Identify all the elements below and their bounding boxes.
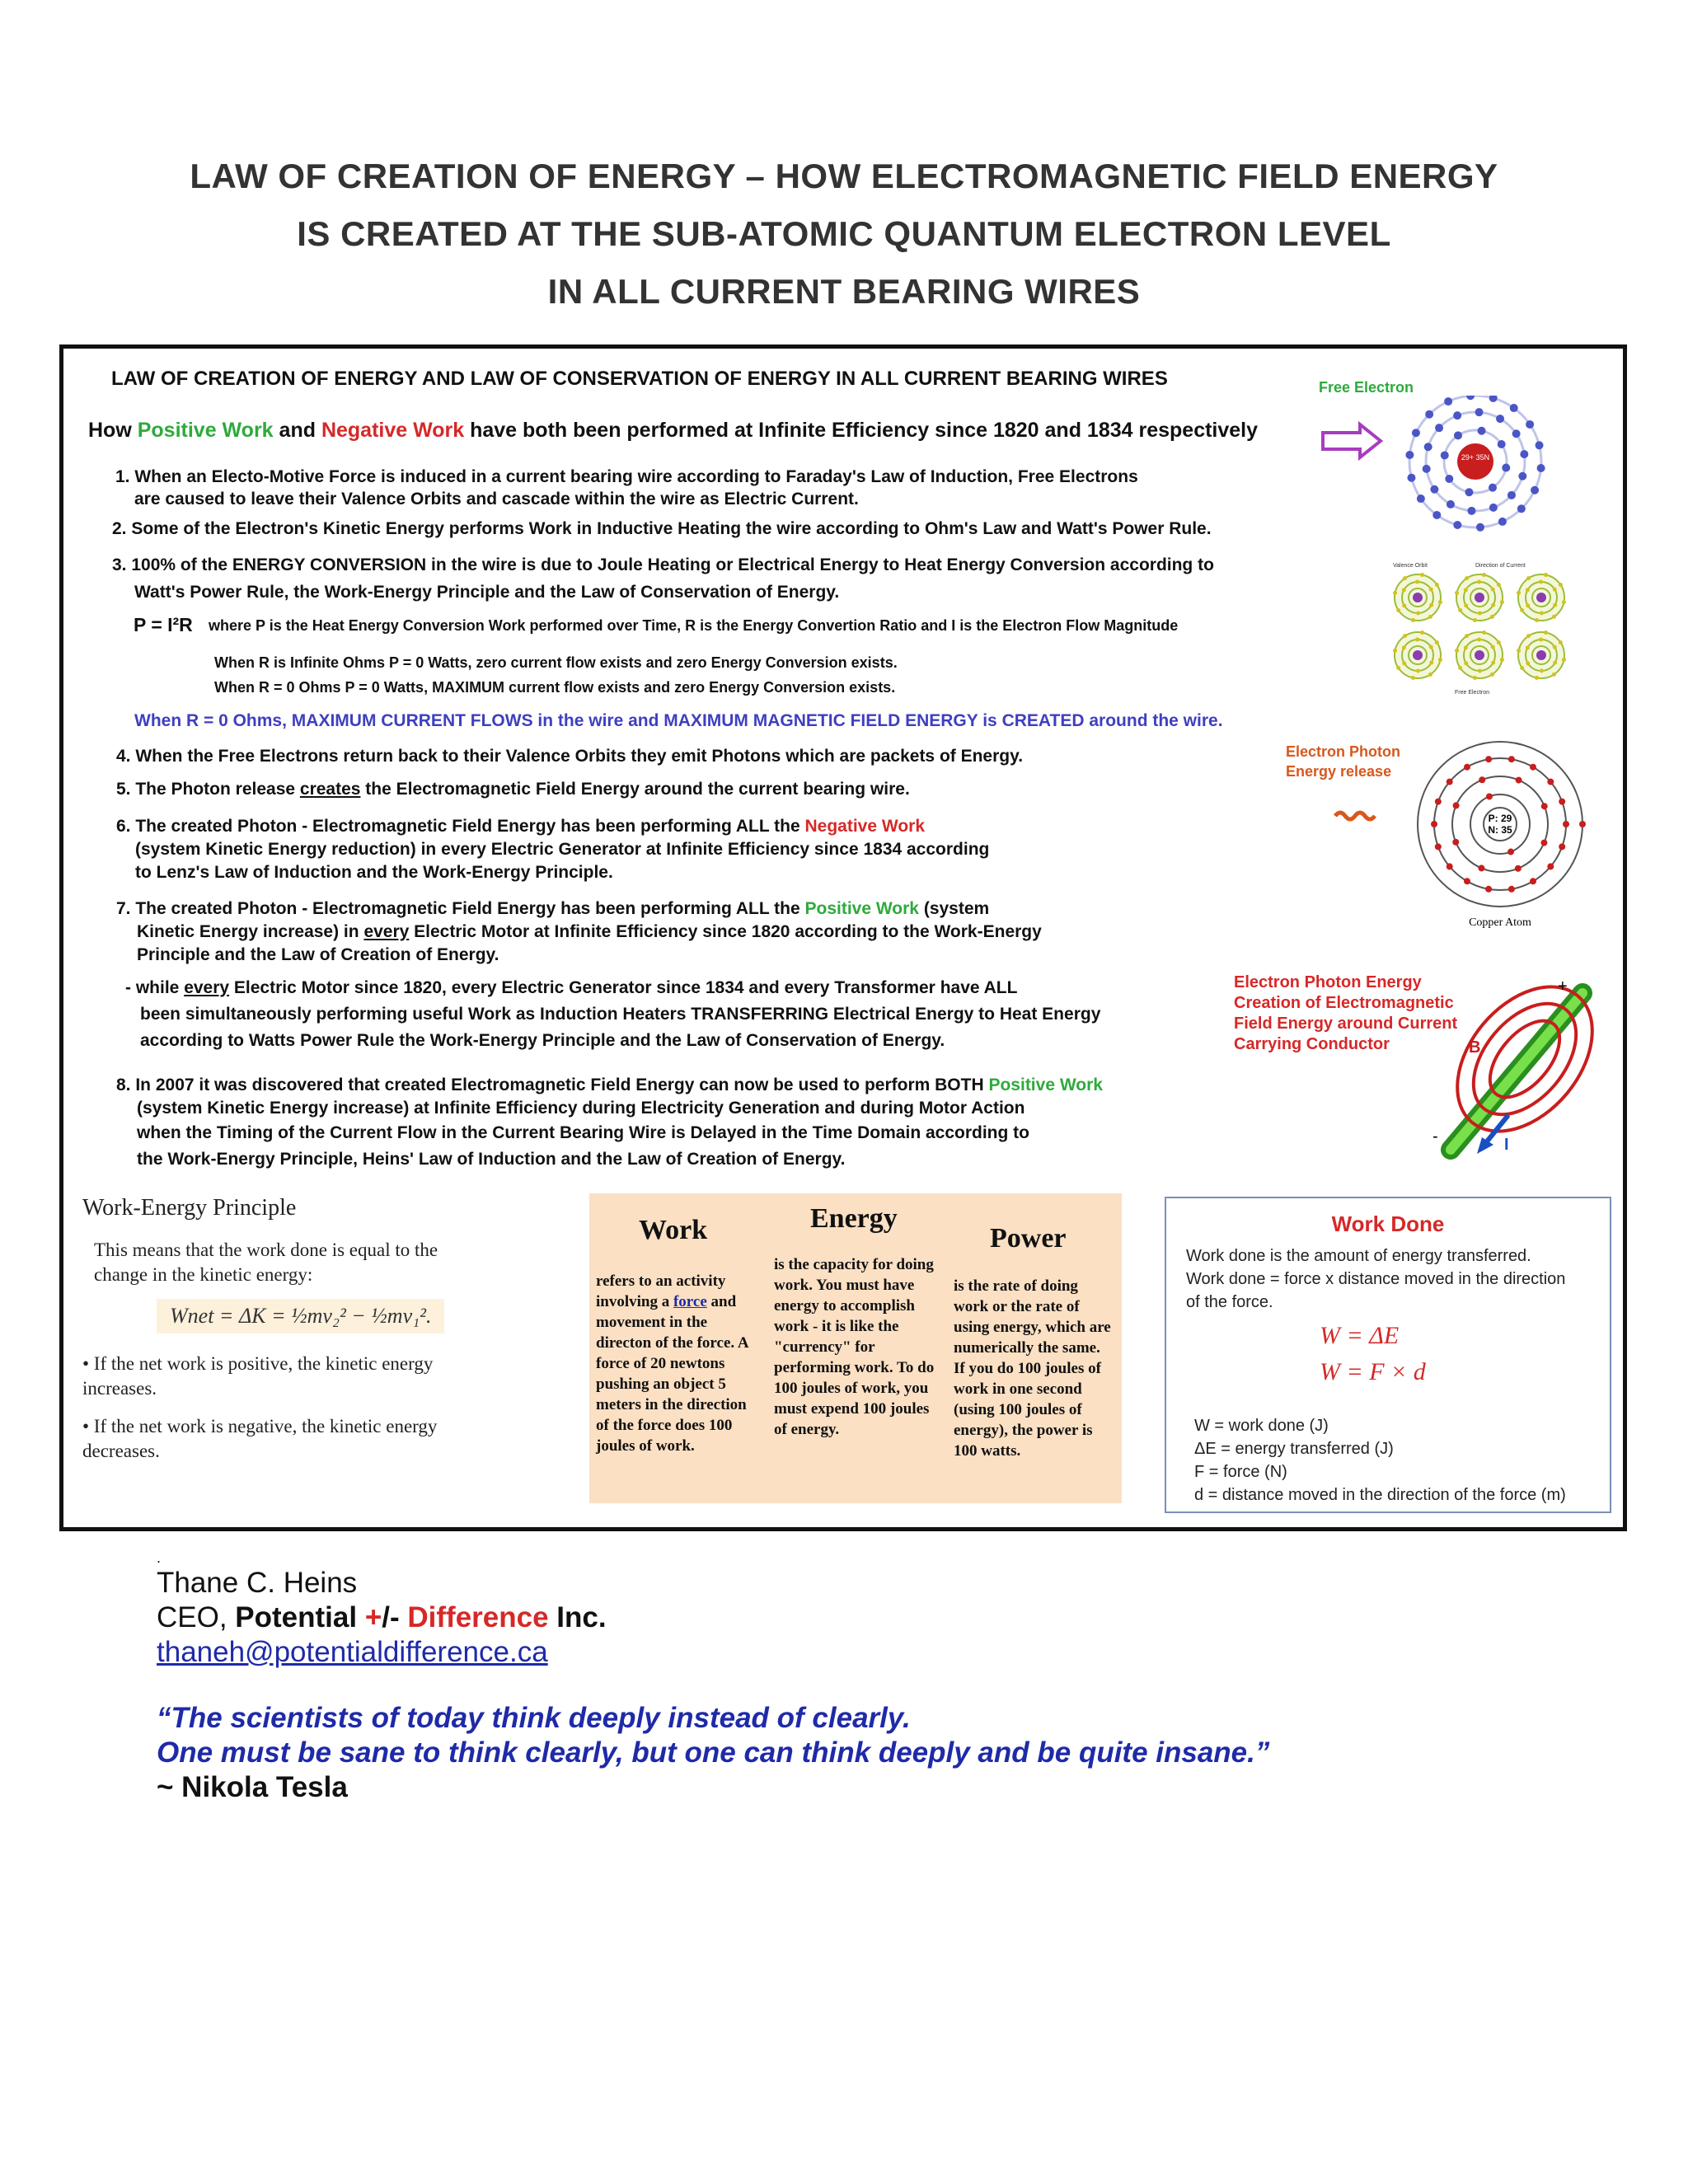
negative-bullet-line2: decreases.: [82, 1441, 160, 1461]
work-energy-line1: This means that the work done is equal to the: [94, 1240, 438, 1260]
copper-atom-label: Copper Atom: [1469, 916, 1531, 929]
electron-dot: [1526, 588, 1530, 592]
item-4: 4. When the Free Electrons return back to their Valence Orbits they emit Photons which are packets of Energy.: [116, 747, 1024, 766]
electron-dot: [1526, 603, 1530, 607]
electron-dot: [1485, 886, 1492, 893]
condition-zero: When R = 0 Ohms P = 0 Watts, MAXIMUM current flow exists and zero Energy Conversion exists.: [214, 679, 896, 696]
electron-dot: [1540, 668, 1544, 673]
electron-dot: [1496, 415, 1504, 423]
while-text: Electric Motor since 1820, every Electric Generator since 1834 and every Transformer have ALL: [229, 978, 1018, 997]
power-heading: Power: [990, 1223, 1067, 1254]
electron-dot: [1429, 603, 1433, 607]
item-2: 2. Some of the Electron's Kinetic Energy performs Work in Inductive Heating the wire according to Ohm's Law and Watt's Power Rule.: [112, 519, 1212, 538]
electron-dot: [1491, 645, 1495, 649]
electron-dot: [1412, 429, 1420, 437]
work-force-distance-formula: W = F × d: [1320, 1358, 1426, 1385]
item-8-text: 8. In 2007 it was discovered that created Electromagnetic Field Energy can now be used to perform BOTH: [116, 1076, 989, 1094]
electron-dot: [1411, 676, 1415, 680]
subheading-text: How: [88, 419, 138, 442]
electron-dot: [1478, 611, 1482, 615]
item-7-underlined: every: [363, 922, 410, 941]
company-slash: /-: [382, 1601, 408, 1633]
condition-infinite: When R is Infinite Ohms P = 0 Watts, zero current flow exists and zero Energy Conversion exists.: [214, 654, 898, 671]
email-link[interactable]: thaneh@potentialdifference.ca: [157, 1636, 548, 1668]
main-title-line1: LAW OF CREATION OF ENERGY – HOW ELECTROMAGNETIC FIELD ENERGY: [190, 157, 1498, 195]
electron-dot: [1466, 396, 1475, 400]
item-1-line1: 1. When an Electo-Motive Force is induced in a current bearing wire according to Faraday's Law of Induction, Free Electrons: [115, 467, 1138, 486]
electron-dot: [1544, 573, 1548, 577]
electron-dot: [1429, 588, 1433, 592]
electron-dot: [1415, 638, 1419, 642]
electron-dot: [1531, 486, 1539, 494]
work-done-title: Work Done: [1331, 1212, 1445, 1236]
electron-dot: [1553, 603, 1557, 607]
negative-work-label: Negative Work: [804, 817, 925, 836]
electron-dot: [1455, 591, 1459, 595]
work-done-box: [1165, 1197, 1611, 1513]
electron-dot: [1518, 472, 1526, 480]
electron-dot: [1482, 630, 1486, 635]
while-line1: [125, 976, 1017, 1000]
subheading-text: have both been performed at Infinite Efficiency since 1820 and 1834 respectively: [464, 419, 1259, 442]
electron-dot: [1478, 427, 1486, 435]
positive-work-label: Positive Work: [988, 1076, 1103, 1094]
item-7-text: (system: [919, 899, 990, 918]
electron-dot: [1547, 779, 1554, 785]
electron-dot: [1438, 658, 1442, 662]
electron-dot: [1453, 411, 1461, 419]
power-formula: P = I²R: [134, 614, 193, 635]
valence-orbit-diagram: [1385, 560, 1574, 701]
company-inc: Inc.: [548, 1601, 607, 1633]
valence-orbit-label: Valence Orbit: [1393, 563, 1428, 569]
electron-dot: [1444, 397, 1452, 405]
electron-dot: [1435, 583, 1439, 587]
electron-dot: [1438, 600, 1442, 604]
electron-dot: [1489, 504, 1498, 512]
electron-dot: [1510, 404, 1518, 412]
electron-dot: [1559, 640, 1563, 644]
item-7-line2: [137, 920, 1042, 944]
electron-dot: [1512, 429, 1521, 438]
nucleus-label: 29+ 35N: [1461, 453, 1490, 462]
electron-dot: [1464, 645, 1468, 649]
company-difference: Difference: [407, 1601, 549, 1633]
company-plus: +: [364, 1601, 382, 1633]
item-8-line2: (system Kinetic Energy increase) at Infinite Efficiency during Electricity Generation and during Motor Action: [137, 1099, 1025, 1118]
electron-dot: [1452, 839, 1459, 846]
work-description: [596, 1271, 761, 1456]
item-6-text: 6. The created Photon - Electromagnetic Field Energy has been performing ALL the: [116, 817, 805, 836]
electron-dot: [1475, 408, 1484, 416]
electron-dot: [1402, 645, 1406, 649]
electron-dot: [1526, 645, 1530, 649]
negative-work-label: Negative Work: [321, 419, 465, 442]
electron-dot: [1515, 865, 1522, 872]
work-done-line1: Work done is the amount of energy transferred.: [1186, 1247, 1531, 1265]
copper-nucleus-protons: P: 29: [1488, 813, 1512, 824]
electron-dot: [1402, 588, 1406, 592]
work-energy-formula: W = ΔE: [1320, 1322, 1400, 1349]
electron-dot: [1467, 507, 1475, 515]
work-energy-line2: change in the kinetic energy:: [94, 1264, 313, 1285]
electron-dot: [1435, 640, 1439, 644]
electron-dot: [1430, 485, 1438, 494]
electron-dot: [1536, 441, 1544, 449]
electron-dot: [1559, 583, 1563, 587]
electron-dot: [1479, 776, 1485, 783]
while-line2: been simultaneously performing useful Work as Induction Heaters TRANSFERRING Electrical Energy to Heat Energy: [140, 1005, 1101, 1024]
electron-dot: [1526, 634, 1531, 638]
electron-dot: [1402, 661, 1406, 665]
work-energy-power-panel: [589, 1193, 1122, 1503]
electron-dot: [1530, 764, 1536, 771]
electron-dot: [1464, 878, 1470, 884]
electron-dot: [1491, 588, 1495, 592]
while-underlined: every: [184, 978, 230, 997]
electron-dot: [1464, 764, 1470, 771]
electron-dot: [1423, 465, 1431, 473]
definition-work: W = work done (J): [1194, 1417, 1329, 1435]
positive-work-label: Positive Work: [804, 899, 919, 918]
highlight-statement: When R = 0 Ohms, MAXIMUM CURRENT FLOWS in the wire and MAXIMUM MAGNETIC FIELD ENERGY is CREATED around the wire.: [134, 711, 1223, 730]
small-atom-icon: [1517, 630, 1566, 680]
electron-dot: [1396, 666, 1400, 670]
positive-work-label: Positive Work: [137, 419, 274, 442]
electron-dot: [1530, 878, 1536, 884]
electron-dot: [1405, 451, 1414, 459]
electron-dot: [1473, 676, 1477, 680]
electron-dot: [1441, 451, 1449, 459]
author-name: Thane C. Heins: [157, 1567, 358, 1599]
electron-dot: [1458, 666, 1462, 670]
item-5-text: 5. The Photon release: [116, 780, 300, 799]
ceo-label: CEO,: [157, 1601, 236, 1633]
work-energy-title: Work-Energy Principle: [82, 1195, 297, 1221]
small-atom-icon: [1455, 573, 1504, 622]
while-line3: according to Watts Power Rule the Work-Energy Principle and the Law of Conservation of Energy.: [140, 1031, 945, 1050]
electron-dot: [1403, 634, 1407, 638]
electron-dot: [1478, 668, 1482, 673]
electron-dot: [1415, 580, 1419, 584]
electron-dot: [1477, 638, 1481, 642]
poster-heading: LAW OF CREATION OF ENERGY AND LAW OF CONSERVATION OF ENERGY IN ALL CURRENT BEARING WIRES: [111, 368, 1168, 390]
electron-dot: [1393, 649, 1397, 653]
poster-subheading: [88, 419, 1258, 443]
electron-dot: [1517, 504, 1526, 513]
small-atom-icon: [1517, 573, 1566, 622]
signature-block: [157, 1549, 1269, 1805]
electron-dot: [1482, 573, 1486, 577]
electron-dot: [1465, 488, 1473, 496]
item-3-line1: 3. 100% of the ENERGY CONVERSION in the wire is due to Joule Heating or Electrical Energy to Heat Energy Conversion according to: [112, 555, 1214, 574]
kinetic-energy-formula: Wnet = ΔK = ½mv₂² − ½mv₁².: [157, 1299, 444, 1333]
electron-dot: [1508, 886, 1515, 893]
free-electron-small-label: Free Electron: [1455, 690, 1490, 696]
electron-dot: [1420, 573, 1424, 577]
energy-description: is the capacity for doing work. You must have energy to accomplish work - it is like the "currency" for performing work. To do 100 joules of work, you must expend 100 joules of energy.: [774, 1256, 935, 1438]
electron-dot: [1507, 491, 1516, 499]
electron-dot: [1429, 645, 1433, 649]
company-line: [157, 1601, 1269, 1635]
item-8-line3: when the Timing of the Current Flow in the Current Bearing Wire is Delayed in the Time Domain according to: [137, 1123, 1029, 1142]
work-done-line3: of the force.: [1186, 1293, 1273, 1311]
photon-release-line2: Energy release: [1286, 763, 1392, 780]
electron-dot: [1553, 645, 1557, 649]
electron-dot: [1455, 649, 1459, 653]
electron-dot: [1417, 494, 1425, 503]
electron-dot: [1458, 608, 1462, 612]
electron-dot: [1540, 611, 1544, 615]
electron-dot: [1502, 464, 1510, 472]
energy-heading: Energy: [810, 1203, 898, 1234]
company-potential: Potential: [235, 1601, 365, 1633]
electron-dot: [1473, 618, 1477, 622]
electron-dot: [1507, 849, 1514, 855]
electron-dot: [1520, 666, 1524, 670]
electron-dot: [1535, 618, 1539, 622]
conductor-field-diagram: [1418, 977, 1599, 1166]
electron-dot: [1416, 668, 1420, 673]
item-8-line4: the Work-Energy Principle, Heins' Law of Induction and the Law of Creation of Energy.: [137, 1150, 846, 1169]
electron-dot: [1540, 840, 1547, 846]
electron-dot: [1465, 634, 1469, 638]
power-description: is the rate of doing work or the rate of using energy, which are numerically the same. If you do 100 joules of work in one second (using 100 joules of energy), the power is 100 watts.: [954, 1277, 1111, 1460]
electron-dot: [1497, 640, 1501, 644]
electron-dot: [1579, 821, 1586, 827]
item-5-text: the Electromagnetic Field Energy around the current bearing wire.: [360, 780, 910, 799]
item-7-line1: [116, 897, 989, 921]
electron-dot: [1489, 484, 1497, 492]
electron-dot: [1403, 576, 1407, 580]
negative-bullet: [82, 1414, 544, 1464]
electron-dot: [1428, 673, 1432, 677]
work-heading: Work: [639, 1215, 708, 1245]
plus-terminal-label: +: [1558, 977, 1568, 996]
electron-dot: [1526, 420, 1534, 429]
electron-dot: [1520, 450, 1528, 458]
electron-dot: [1539, 638, 1543, 642]
free-electron-label: Free Electron: [1319, 379, 1414, 396]
positive-bullet-line2: increases.: [82, 1378, 157, 1399]
item-7-text: 7. The created Photon - Electromagnetic Field Energy has been performing ALL the: [116, 899, 805, 918]
electron-dot: [1517, 649, 1521, 653]
electron-dot: [1490, 673, 1494, 677]
b-field-label: B: [1469, 1038, 1481, 1057]
item-3-line2: Watt's Power Rule, the Work-Energy Principle and the Law of Conservation of Energy.: [134, 583, 840, 602]
electron-dot: [1416, 611, 1420, 615]
electron-dot: [1476, 523, 1484, 532]
item-5-underlined: creates: [299, 780, 361, 799]
electron-dot: [1520, 608, 1524, 612]
negative-bullet-line1: • If the net work is negative, the kinetic energy: [82, 1416, 438, 1436]
quote-author: ~ Nikola Tesla: [157, 1771, 348, 1803]
small-atom-icon: [1455, 630, 1504, 680]
electron-dot: [1486, 793, 1493, 799]
force-link[interactable]: force: [673, 1293, 707, 1310]
electron-dot: [1425, 410, 1433, 419]
electron-dot: [1447, 863, 1453, 869]
electron-dot: [1552, 615, 1556, 619]
electron-dot: [1432, 511, 1441, 519]
electron-dot: [1537, 464, 1545, 472]
work-description-text: refers to an activity involving a: [596, 1272, 726, 1310]
electron-dot: [1498, 518, 1507, 526]
item-5: [116, 777, 910, 801]
arrow-icon: [1323, 424, 1381, 457]
electron-dot: [1526, 661, 1530, 665]
electron-dot: [1490, 615, 1494, 619]
electron-dot: [1429, 661, 1433, 665]
photon-release-line1: Electron Photon: [1286, 743, 1400, 760]
definition-energy: ΔE = energy transferred (J): [1194, 1440, 1394, 1458]
field-label-line1: Electron Photon Energy: [1234, 973, 1422, 991]
electron-dot: [1526, 576, 1531, 580]
main-title-line2: IS CREATED AT THE SUB-ATOMIC QUANTUM ELECTRON LEVEL: [297, 214, 1391, 253]
positive-bullet: [82, 1352, 544, 1401]
electron-dot: [1428, 615, 1432, 619]
electron-dot: [1516, 777, 1522, 784]
electron-dot: [1508, 756, 1515, 762]
field-label-line4: Carrying Conductor: [1234, 1035, 1390, 1053]
item-7-text: Electric Motor at Infinite Efficiency since 1820 according to the Work-Energy: [409, 922, 1042, 941]
electron-dot: [1563, 821, 1569, 827]
electron-dot: [1431, 821, 1437, 827]
electron-dot: [1447, 500, 1455, 509]
item-7-text: Kinetic Energy increase) in: [137, 922, 364, 941]
work-energy-principle: [82, 1187, 544, 1483]
while-text: - while: [125, 978, 185, 997]
electron-dot: [1498, 440, 1506, 448]
direction-of-current-label: Direction of Current: [1475, 563, 1526, 569]
power-formula-description: where P is the Heat Energy Conversion Work performed over Time, R is the Energy Convertion Ratio and I is the Electron Flow Magnitude: [209, 617, 1179, 634]
electron-dot: [1411, 618, 1415, 622]
electron-dot: [1445, 475, 1453, 483]
electron-dot: [1559, 843, 1565, 850]
electron-dot: [1544, 630, 1548, 635]
electron-dot: [1517, 591, 1521, 595]
electron-dot: [1541, 803, 1548, 809]
electron-dot: [1453, 802, 1460, 808]
field-label-line3: Field Energy around Current: [1234, 1015, 1458, 1033]
electron-dot: [1562, 600, 1566, 604]
electron-dot: [1478, 865, 1484, 871]
item-7-line3: Principle and the Law of Creation of Energy.: [137, 945, 499, 964]
current-label: I: [1504, 1136, 1509, 1154]
electron-dot: [1500, 600, 1504, 604]
small-atom-icon: [1393, 573, 1442, 622]
electron-dot: [1553, 588, 1557, 592]
field-label-line2: Creation of Electromagnetic: [1234, 994, 1454, 1012]
electron-dot: [1454, 431, 1462, 439]
definition-force: F = force (N): [1194, 1463, 1287, 1481]
electron-dot: [1535, 676, 1539, 680]
electron-dot: [1435, 424, 1443, 432]
item-6-line2: (system Kinetic Energy reduction) in every Electric Generator at Infinite Efficiency since 1834 according: [135, 840, 990, 859]
electron-dot: [1393, 591, 1397, 595]
subheading-text: and: [273, 419, 321, 442]
electron-dot: [1489, 396, 1498, 402]
electron-dot: [1547, 863, 1554, 869]
electron-dot: [1424, 443, 1432, 451]
electron-dot: [1552, 673, 1556, 677]
electron-dot: [1491, 603, 1495, 607]
electron-dot: [1559, 799, 1565, 805]
minus-terminal-label: -: [1432, 1127, 1438, 1146]
item-6-line3: to Lenz's Law of Induction and the Work-Energy Principle.: [135, 863, 613, 882]
electron-dot: [1497, 583, 1501, 587]
copper-atom-diagram: [1319, 733, 1591, 931]
electron-dot: [1447, 779, 1453, 785]
electron-dot: [1402, 603, 1406, 607]
electron-dot: [1464, 661, 1468, 665]
electron-dot: [1553, 661, 1557, 665]
work-description-text: and movement in the directon of the force. A force of 20 newtons pushing an object 5 meters in the direction of the force does 100 joules of work.: [596, 1293, 748, 1455]
electron-dot: [1396, 608, 1400, 612]
electron-dot: [1435, 843, 1442, 850]
work-energy-paragraph: [94, 1238, 544, 1287]
footer-dot: .: [157, 1549, 162, 1566]
small-atom-icon: [1393, 630, 1442, 680]
positive-bullet-line1: • If the net work is positive, the kinetic energy: [82, 1353, 434, 1374]
electron-dot: [1485, 756, 1492, 762]
item-8-line1: [116, 1073, 1103, 1097]
electron-dot: [1465, 576, 1469, 580]
electron-dot: [1477, 580, 1481, 584]
electron-dot: [1464, 603, 1468, 607]
electron-dot: [1562, 658, 1566, 662]
work-done-line2: Work done = force x distance moved in the direction: [1186, 1270, 1566, 1288]
electron-dot: [1453, 521, 1461, 529]
electron-dot: [1500, 658, 1504, 662]
electron-dot: [1491, 661, 1495, 665]
free-electron-atom-diagram: [1311, 396, 1558, 536]
electron-dot: [1407, 474, 1415, 482]
copper-nucleus-neutrons: N: 35: [1488, 824, 1512, 836]
electron-dot: [1420, 630, 1424, 635]
item-1-line2: are caused to leave their Valence Orbits and cascade within the wire as Electric Current.: [134, 490, 859, 509]
item-6-line1: [116, 814, 925, 838]
quote-line2: One must be sane to think clearly, but one can think deeply and be quite insane.”: [157, 1736, 1270, 1769]
main-title-line3: IN ALL CURRENT BEARING WIRES: [547, 272, 1141, 311]
definition-distance: d = distance moved in the direction of the force (m): [1194, 1486, 1566, 1504]
electron-dot: [1539, 580, 1543, 584]
electron-dot: [1435, 799, 1442, 805]
electron-dot: [1464, 588, 1468, 592]
quote-line1: “The scientists of today think deeply instead of clearly.: [157, 1702, 911, 1734]
